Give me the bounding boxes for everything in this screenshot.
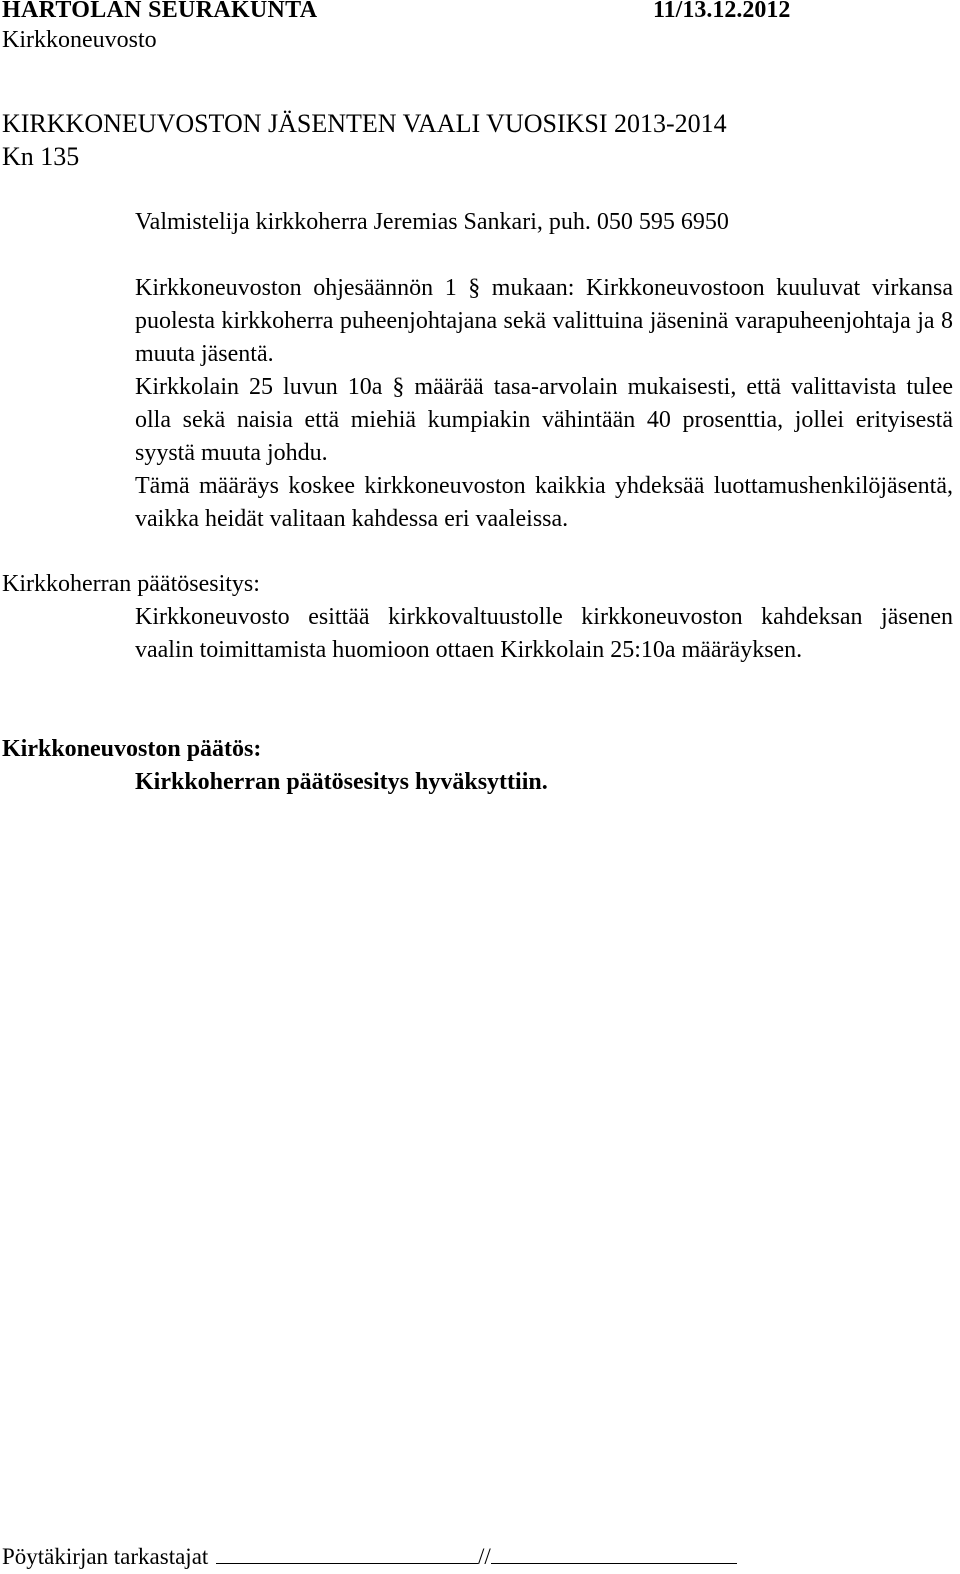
signature-footer [2,1541,737,1572]
proposal-label: Kirkkoherran päätösesitys: [2,571,260,597]
item-number: Kn 135 [2,142,80,171]
rules-section [135,272,953,536]
proposal-section [135,601,953,667]
item-title-text: KIRKKONEUVOSTON JÄSENTEN VAALI VUOSIKSI 2013-2014 [2,109,727,138]
signature-separator: // [478,1544,491,1569]
rules-p2-start: Kirkkolain 25 luvun 10a [135,374,393,400]
rules-p1-start: Kirkkoneuvoston ohjesäännön 1 [135,275,469,301]
rules-p1-end: mukaan: Kirkkoneuvostoon kuuluvat virkansa puolesta kirkkoherra puheenjohtajana sekä valittuina jäseninä varapuheenjohtaja ja 8 muuta jäsentä. [135,275,953,367]
organization-name: HARTOLAN SEURAKUNTA [2,0,318,23]
decision-label: Kirkkoneuvoston päätös: [2,736,262,762]
governing-body: Kirkkoneuvosto [2,27,157,53]
section-symbol: § [392,374,405,400]
decision-section [135,766,953,799]
meeting-date-ref: 11/13.12.2012 [653,0,791,23]
rules-paragraph-1 [135,272,953,371]
rules-p2-end: määrää tasa-arvolain mukaisesti, että valittavista tulee olla sekä naisia että miehiä kumpiakin vähintään 40 prosenttia, jollei erityisestä syystä muuta johdu. [135,374,953,466]
rules-paragraph-3: Tämä määräys koskee kirkkoneuvoston kaikkia yhdeksää luottamushenkilöjäsentä, vaikka heidät valitaan kahdessa eri vaaleissa. [135,473,953,532]
signature-line-1 [216,1541,478,1564]
signature-line-2 [491,1541,737,1564]
proposal-text: Kirkkoneuvosto esittää kirkkovaltuustolle kirkkoneuvoston kahdeksan jäsenen vaalin toimittamista huomioon ottaen Kirkkolain 25:10a määräyksen. [135,604,953,663]
item-title [2,107,727,173]
decision-text: Kirkkoherran päätösesitys hyväksyttiin. [135,769,548,795]
preparer-line [135,206,953,239]
section-symbol: § [468,275,481,301]
reviewers-label: Pöytäkirjan tarkastajat [2,1544,209,1569]
rules-paragraph-2 [135,371,953,470]
preparer-text: Valmistelija kirkkoherra Jeremias Sankari, puh. 050 595 6950 [135,209,729,235]
